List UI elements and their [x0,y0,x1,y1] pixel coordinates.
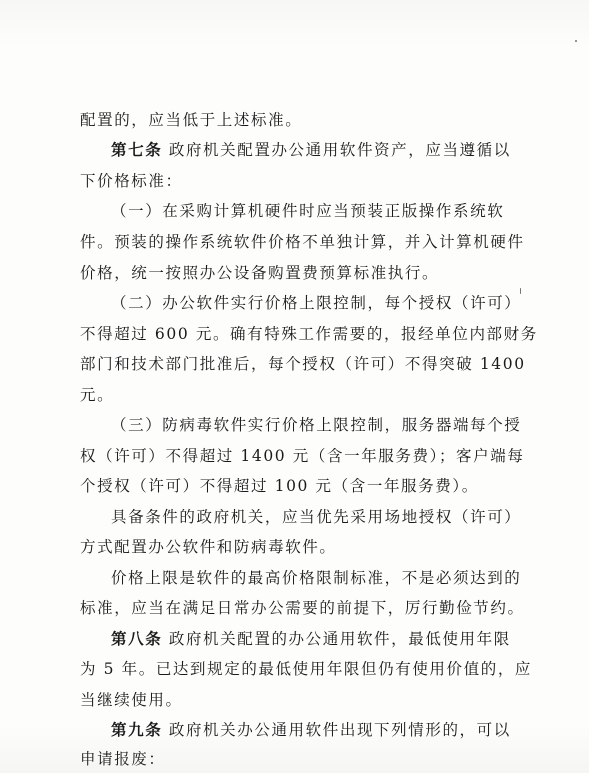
article-7-heading-line [111,140,511,160]
text-line [80,385,114,405]
line-text: 配置的，应当低于上述标准。 [80,111,303,129]
line-text: 个授权（许可）不得超过 100 元（含一年服务费）。 [80,477,479,495]
line-text: （二）办公软件实行价格上限控制，每个授权（许可） [111,294,522,312]
line-text: 政府机关办公通用软件出现下列情形的，可以 [168,721,511,739]
text-line [80,476,479,496]
text-line [80,690,183,710]
scan-speck [520,288,521,294]
clause-1-line [111,201,504,221]
line-text: 具备条件的政府机关，应当优先采用场地授权（许可） [111,508,522,526]
text-line [80,446,524,466]
line-text: 方式配置办公软件和防病毒软件。 [80,538,337,556]
article-8-heading-line [111,629,511,649]
line-text: 不得超过 600 元。确有特殊工作需要的，报经单位内部财务 [80,325,538,343]
line-text: （一）在采购计算机硬件时应当预装正版操作系统软 [111,202,505,220]
clause-3-line [111,415,521,435]
article-9-heading-line [111,720,511,740]
text-line [80,749,166,769]
text-line [80,324,538,344]
scan-speck [575,40,577,42]
line-text: 政府机关配置办公通用软件资产，应当遵循以 [168,141,511,159]
text-line [80,263,439,283]
paragraph-line [111,568,521,588]
line-text: 申请报废： [80,750,166,768]
line-text: 元。 [80,386,115,404]
text-line [80,232,525,252]
text-line [80,110,302,130]
line-text: 为 5 年。已达到规定的最低使用年限但仍有使用价值的，应 [80,660,533,678]
line-text: 权（许可）不得超过 1400 元（含一年服务费）；客户端每 [80,447,525,465]
line-text: 部门和技术部门批准后，每个授权（许可）不得突破 1400 [80,355,526,373]
text-line [80,659,532,679]
line-text: 下价格标准： [80,172,183,190]
line-text: 政府机关配置的办公通用软件，最低使用年限 [168,630,511,648]
line-text: 价格上限是软件的最高价格限制标准，不是必须达到的 [111,569,522,587]
text-line [80,354,526,374]
line-text: 标准，应当在满足日常办公需要的前提下，厉行勤俭节约。 [80,599,525,617]
article-label: 第八条 [111,629,163,648]
clause-2-line [111,293,521,313]
line-text: （三）防病毒软件实行价格上限控制，服务器端每个授 [111,416,522,434]
article-label: 第九条 [111,720,163,739]
paragraph-line [111,507,521,527]
line-text: 件。预装的操作系统软件价格不单独计算，并入计算机硬件 [80,233,525,251]
line-text: 价格，统一按照办公设备购置费预算标准执行。 [80,264,440,282]
line-text: 当继续使用。 [80,691,183,709]
text-line [80,537,337,557]
text-line [80,171,183,191]
article-label: 第七条 [111,140,163,159]
text-line [80,598,525,618]
